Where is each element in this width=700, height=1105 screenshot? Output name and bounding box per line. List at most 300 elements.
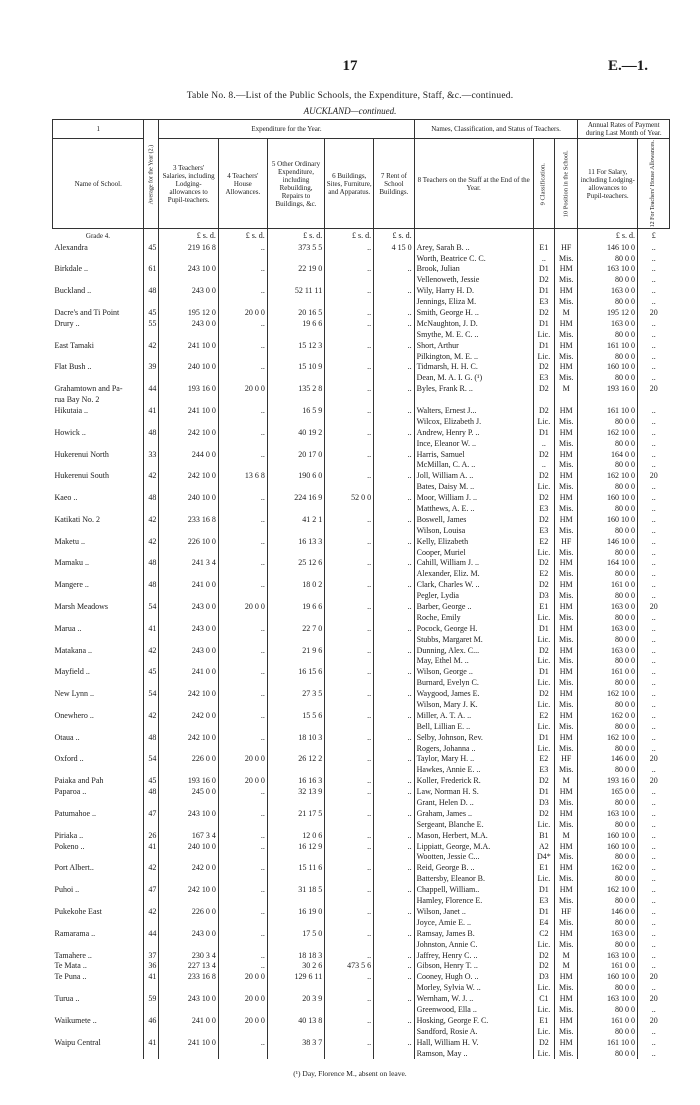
salaries-cell [159, 820, 219, 831]
position-cell: Mis. [555, 613, 578, 624]
school-name-cell [53, 569, 144, 580]
position-cell: M [555, 776, 578, 787]
salary-rate-cell: 162 0 0 [578, 711, 638, 722]
house-allowance-cell: .. [218, 536, 267, 547]
house-allowance-cell: .. [218, 286, 267, 297]
classification-cell: B1 [533, 830, 554, 841]
salaries-cell [159, 656, 219, 667]
salary-rate-cell: 146 0 0 [578, 754, 638, 765]
house-allowance-cell: .. [218, 624, 267, 635]
position-cell: HM [555, 471, 578, 482]
salaries-cell: 245 0 0 [159, 787, 219, 798]
other-expenditure-cell: 19 6 6 [267, 319, 324, 330]
salary-rate-cell: 80 0 0 [578, 983, 638, 994]
buildings-expenditure-cell: .. [325, 994, 374, 1005]
classification-cell: D2 [533, 493, 554, 504]
house-rate-cell: .. [637, 264, 669, 275]
table-row [53, 264, 670, 275]
salary-rate-cell: 80 0 0 [578, 820, 638, 831]
buildings-expenditure-cell [325, 504, 374, 515]
buildings-expenditure-cell: .. [325, 580, 374, 591]
classification-cell: D3 [533, 591, 554, 602]
classification-cell: Lic. [533, 1005, 554, 1016]
house-allowance-cell [218, 700, 267, 711]
classification-cell: D2 [533, 471, 554, 482]
house-allowance-cell [218, 373, 267, 384]
buildings-expenditure-cell: .. [325, 362, 374, 373]
rent-cell: .. [374, 928, 414, 939]
table-row [53, 493, 670, 504]
position-cell: Mis. [555, 569, 578, 580]
other-expenditure-cell [267, 700, 324, 711]
header-rent: 7 Rent of School Buildings. [374, 139, 414, 229]
salary-rate-cell: 80 0 0 [578, 253, 638, 264]
teacher-name-cell: Wilson, Mary J. K. [414, 700, 533, 711]
salary-rate-cell: 146 10 0 [578, 242, 638, 253]
buildings-expenditure-cell [325, 330, 374, 341]
table-row [53, 547, 670, 558]
classification-cell: D2 [533, 362, 554, 373]
table-row [53, 449, 670, 460]
buildings-expenditure-cell: .. [325, 1037, 374, 1048]
table-row [53, 504, 670, 515]
table-row [53, 373, 670, 384]
house-allowance-cell: .. [218, 841, 267, 852]
teacher-name-cell: Clark, Charles W. .. [414, 580, 533, 591]
salary-rate-cell: 146 0 0 [578, 907, 638, 918]
classification-cell: D4* [533, 852, 554, 863]
other-expenditure-cell [267, 330, 324, 341]
average-attendance-cell [144, 983, 159, 994]
house-rate-cell: .. [637, 624, 669, 635]
salaries-cell: 240 10 0 [159, 362, 219, 373]
other-expenditure-cell [267, 482, 324, 493]
classification-cell: C1 [533, 994, 554, 1005]
teacher-name-cell: Stubbs, Margaret M. [414, 634, 533, 645]
house-rate-cell: 20 [637, 308, 669, 319]
average-attendance-cell: 42 [144, 645, 159, 656]
house-rate-cell: .. [637, 961, 669, 972]
school-name-cell [53, 297, 144, 308]
average-attendance-cell: 59 [144, 994, 159, 1005]
rent-cell [374, 765, 414, 776]
grade-teacher-cell [414, 229, 533, 243]
house-rate-cell: 20 [637, 471, 669, 482]
other-expenditure-cell: 25 12 6 [267, 558, 324, 569]
buildings-expenditure-cell: .. [325, 907, 374, 918]
position-cell: HM [555, 667, 578, 678]
salary-rate-cell: 80 0 0 [578, 438, 638, 449]
teacher-name-cell: Miller, A. T. A. .. [414, 711, 533, 722]
salaries-cell [159, 743, 219, 754]
position-cell: HM [555, 1016, 578, 1027]
average-attendance-cell: 61 [144, 264, 159, 275]
header-house-allowances: 4 Teachers' House Allowances. [218, 139, 267, 229]
position-cell: HF [555, 242, 578, 253]
school-name-cell: Puhoi .. [54, 885, 80, 895]
salaries-cell [159, 874, 219, 885]
classification-cell: D3 [533, 972, 554, 983]
rent-cell: .. [374, 754, 414, 765]
average-attendance-cell: 54 [144, 689, 159, 700]
school-name-cell: Mamaku .. [54, 558, 89, 568]
salary-rate-cell: 160 10 0 [578, 972, 638, 983]
house-rate-cell: .. [637, 896, 669, 907]
salary-rate-cell: 160 10 0 [578, 515, 638, 526]
other-expenditure-cell [267, 504, 324, 515]
table-row [53, 634, 670, 645]
school-name-cell: Marsh Meadows [54, 602, 109, 611]
house-allowance-cell [218, 820, 267, 831]
table-row [53, 536, 670, 547]
other-expenditure-cell [267, 743, 324, 754]
school-name-cell: Pokeno .. [54, 841, 85, 851]
teacher-name-cell: Matthews, A. E. .. [414, 504, 533, 515]
school-name-cell: Mangere .. [54, 580, 89, 590]
teacher-name-cell: Short, Arthur [414, 340, 533, 351]
house-rate-cell: .. [637, 830, 669, 841]
teacher-name-cell: Smith, George H. .. [414, 308, 533, 319]
school-name-cell: Howick .. [54, 427, 86, 437]
rent-cell: .. [374, 602, 414, 613]
schools-table [52, 119, 670, 1059]
buildings-expenditure-cell [325, 482, 374, 493]
teacher-name-cell: Pilkington, M. E. .. [414, 351, 533, 362]
position-cell: HM [555, 885, 578, 896]
average-attendance-cell [144, 722, 159, 733]
table-row [53, 384, 670, 395]
other-expenditure-cell [267, 820, 324, 831]
house-allowance-cell: .. [218, 340, 267, 351]
salary-rate-cell: 80 0 0 [578, 460, 638, 471]
other-expenditure-cell [267, 852, 324, 863]
position-cell: HM [555, 928, 578, 939]
table-row [53, 417, 670, 428]
salary-rate-cell: 162 10 0 [578, 732, 638, 743]
rent-cell [374, 547, 414, 558]
school-name-cell: Hukerenui North [54, 449, 109, 459]
rent-cell [374, 852, 414, 863]
other-expenditure-cell: 26 12 2 [267, 754, 324, 765]
average-attendance-cell: 48 [144, 732, 159, 743]
classification-cell: D2 [533, 689, 554, 700]
table-row [53, 428, 670, 439]
average-attendance-cell: 42 [144, 536, 159, 547]
buildings-expenditure-cell [325, 417, 374, 428]
school-name-cell: Paparoa .. [54, 787, 87, 797]
classification-cell: D2 [533, 809, 554, 820]
buildings-expenditure-cell [325, 526, 374, 537]
position-cell: Mis. [555, 820, 578, 831]
table-row [53, 471, 670, 482]
position-cell: HM [555, 994, 578, 1005]
average-attendance-cell: 42 [144, 711, 159, 722]
average-attendance-cell: 48 [144, 558, 159, 569]
school-name-cell: Te Puna .. [54, 972, 87, 982]
position-cell: Mis. [555, 743, 578, 754]
buildings-expenditure-cell: .. [325, 471, 374, 482]
house-rate-cell: 20 [637, 602, 669, 613]
average-attendance-cell [144, 526, 159, 537]
house-rate-cell: .. [637, 645, 669, 656]
table-row [53, 242, 670, 253]
house-allowance-cell: .. [218, 907, 267, 918]
page-code: E.—1. [607, 58, 648, 74]
salaries-cell: 226 0 0 [159, 754, 219, 765]
salaries-cell: 243 10 0 [159, 264, 219, 275]
buildings-expenditure-cell [325, 918, 374, 929]
school-name-cell [53, 591, 144, 602]
house-allowance-cell: .. [218, 689, 267, 700]
teacher-name-cell: Walters, Ernest J... [414, 406, 533, 417]
rent-cell [374, 330, 414, 341]
salary-rate-cell: 80 0 0 [578, 373, 638, 384]
school-name-cell [53, 765, 144, 776]
average-attendance-cell [144, 547, 159, 558]
house-allowance-cell: .. [218, 242, 267, 253]
teacher-name-cell: McNaughton, J. D. [414, 319, 533, 330]
rent-cell: .. [374, 711, 414, 722]
table-row [53, 526, 670, 537]
house-allowance-cell [218, 613, 267, 624]
teacher-name-cell: Barber, George .. [414, 602, 533, 613]
position-cell: HM [555, 624, 578, 635]
buildings-expenditure-cell: .. [325, 809, 374, 820]
school-name-cell [53, 330, 144, 341]
house-rate-cell: .. [637, 700, 669, 711]
rent-cell: .. [374, 319, 414, 330]
house-rate-cell: 20 [637, 994, 669, 1005]
rent-cell: .. [374, 732, 414, 743]
position-cell: Mis. [555, 798, 578, 809]
house-rate-cell: .. [637, 907, 669, 918]
house-rate-cell: 20 [637, 384, 669, 395]
salaries-cell: 242 10 0 [159, 428, 219, 439]
buildings-expenditure-cell [325, 743, 374, 754]
rent-cell: .. [374, 776, 414, 787]
average-attendance-cell [144, 765, 159, 776]
house-rate-cell: .. [637, 939, 669, 950]
classification-cell: D2 [533, 275, 554, 286]
teacher-name-cell: Wilson, Janet .. [414, 907, 533, 918]
school-name-cell [53, 482, 144, 493]
classification-cell: D2 [533, 961, 554, 972]
table-row [53, 830, 670, 841]
table-row [53, 841, 670, 852]
classification-cell: D2 [533, 406, 554, 417]
classification-cell: Lic. [533, 820, 554, 831]
house-allowance-cell [218, 939, 267, 950]
salary-rate-cell: 80 0 0 [578, 765, 638, 776]
position-cell: HF [555, 536, 578, 547]
average-attendance-cell: 41 [144, 624, 159, 635]
position-cell: Mis. [555, 373, 578, 384]
average-attendance-cell [144, 613, 159, 624]
buildings-expenditure-cell: .. [325, 264, 374, 275]
buildings-expenditure-cell [325, 852, 374, 863]
salary-rate-cell: 165 0 0 [578, 787, 638, 798]
house-rate-cell: .. [637, 493, 669, 504]
position-cell: HM [555, 340, 578, 351]
table-row [53, 297, 670, 308]
salaries-cell: 241 10 0 [159, 340, 219, 351]
header-rate-salary: 11 For Salary, including Lodging-allowances to Pupil-teachers. [578, 139, 638, 229]
house-allowance-cell: 20 0 0 [218, 308, 267, 319]
house-rate-cell: .. [637, 417, 669, 428]
teacher-name-cell: Sergeant, Blanche E. [414, 820, 533, 831]
average-attendance-cell: 41 [144, 1037, 159, 1048]
header-col1-number: 1 [53, 120, 144, 139]
table-row [53, 787, 670, 798]
house-rate-cell: .. [637, 928, 669, 939]
other-expenditure-cell: 16 13 3 [267, 536, 324, 547]
salaries-cell [159, 275, 219, 286]
house-rate-cell: .. [637, 863, 669, 874]
average-attendance-cell [144, 634, 159, 645]
salary-rate-cell: 80 0 0 [578, 874, 638, 885]
salaries-cell: 241 10 0 [159, 1037, 219, 1048]
table-row [53, 286, 670, 297]
other-expenditure-cell [267, 526, 324, 537]
house-allowance-cell [218, 798, 267, 809]
other-expenditure-cell: 41 2 1 [267, 515, 324, 526]
classification-cell: Lic. [533, 1048, 554, 1059]
house-rate-cell: .. [637, 362, 669, 373]
salary-rate-cell: 163 10 0 [578, 950, 638, 961]
average-attendance-cell: 46 [144, 1016, 159, 1027]
school-name-cell: Kaeo .. [54, 493, 78, 503]
classification-cell: Lic. [533, 417, 554, 428]
table-row [53, 754, 670, 765]
salaries-cell: 242 10 0 [159, 471, 219, 482]
salaries-cell: 233 16 8 [159, 972, 219, 983]
classification-cell: D1 [533, 667, 554, 678]
house-rate-cell: .. [637, 330, 669, 341]
school-name-cell: Oxford .. [54, 754, 84, 764]
house-rate-cell: .. [637, 547, 669, 558]
rent-cell: .. [374, 384, 414, 395]
salaries-cell: 193 16 0 [159, 384, 219, 395]
rent-cell [374, 297, 414, 308]
salary-rate-cell: 160 10 0 [578, 830, 638, 841]
rent-cell: .. [374, 830, 414, 841]
position-cell: HM [555, 493, 578, 504]
house-allowance-cell: .. [218, 830, 267, 841]
lsd-header-house: £ s. d. [218, 229, 267, 243]
teacher-name-cell: Rogers, Johanna .. [414, 743, 533, 754]
salary-rate-cell: 163 0 0 [578, 645, 638, 656]
average-attendance-cell: 47 [144, 885, 159, 896]
classification-cell: Lic. [533, 330, 554, 341]
other-expenditure-cell [267, 417, 324, 428]
other-expenditure-cell [267, 939, 324, 950]
classification-cell: Lic. [533, 700, 554, 711]
teacher-name-cell: Cooney, Hugh O. .. [414, 972, 533, 983]
salary-rate-cell: 164 0 0 [578, 449, 638, 460]
school-name-cell: Tamahere .. [54, 950, 92, 960]
other-expenditure-cell: 19 6 6 [267, 602, 324, 613]
house-rate-cell: .. [637, 373, 669, 384]
table-row [53, 602, 670, 613]
buildings-expenditure-cell: .. [325, 406, 374, 417]
rent-cell: .. [374, 1037, 414, 1048]
teacher-name-cell: Wilson, George .. [414, 667, 533, 678]
salaries-cell [159, 896, 219, 907]
school-name-cell [53, 1048, 144, 1059]
teacher-name-cell: Waygood, James E. [414, 689, 533, 700]
average-attendance-cell [144, 918, 159, 929]
school-name-cell: Ramarama .. [54, 928, 96, 938]
school-name-cell: Waipu Central [54, 1037, 101, 1047]
other-expenditure-cell: 38 3 7 [267, 1037, 324, 1048]
rent-cell [374, 678, 414, 689]
house-rate-cell: .. [637, 798, 669, 809]
house-rate-cell: .. [637, 787, 669, 798]
classification-cell: E1 [533, 863, 554, 874]
rent-cell [374, 482, 414, 493]
rent-cell: .. [374, 515, 414, 526]
buildings-expenditure-cell: .. [325, 689, 374, 700]
school-name-cell [53, 678, 144, 689]
other-expenditure-cell: 16 15 6 [267, 667, 324, 678]
table-row [53, 1005, 670, 1016]
classification-cell [533, 395, 554, 406]
rent-cell [374, 395, 414, 406]
classification-cell: Lic. [533, 939, 554, 950]
house-allowance-cell [218, 678, 267, 689]
house-rate-cell: 20 [637, 972, 669, 983]
teacher-name-cell: Pocock, George H. [414, 624, 533, 635]
classification-cell: A2 [533, 841, 554, 852]
rent-cell: .. [374, 624, 414, 635]
header-average: Average for the Year (2.) [144, 120, 159, 229]
salary-rate-cell: 80 0 0 [578, 504, 638, 515]
school-name-cell: rua Bay No. 2 [54, 395, 100, 405]
classification-cell: D1 [533, 286, 554, 297]
school-name-cell: Turua .. [54, 994, 80, 1004]
classification-cell: E1 [533, 242, 554, 253]
house-rate-cell: .. [637, 536, 669, 547]
teacher-name-cell: Dunning, Alex. C... [414, 645, 533, 656]
position-cell: HM [555, 602, 578, 613]
teacher-name-cell: Jaffrey, Henry C. .. [414, 950, 533, 961]
buildings-expenditure-cell [325, 820, 374, 831]
teacher-name-cell: Joll, William A. .. [414, 471, 533, 482]
average-attendance-cell [144, 874, 159, 885]
house-rate-cell: .. [637, 743, 669, 754]
rent-cell: .. [374, 1016, 414, 1027]
buildings-expenditure-cell: .. [325, 536, 374, 547]
school-name-cell: Otaua .. [54, 732, 80, 742]
position-cell: Mis. [555, 438, 578, 449]
teacher-name-cell: Grant, Helen D. .. [414, 798, 533, 809]
average-attendance-cell [144, 656, 159, 667]
position-cell: Mis. [555, 852, 578, 863]
salary-rate-cell: 80 0 0 [578, 852, 638, 863]
position-cell: HM [555, 558, 578, 569]
other-expenditure-cell [267, 634, 324, 645]
rent-cell: .. [374, 286, 414, 297]
table-row [53, 406, 670, 417]
salaries-cell [159, 330, 219, 341]
buildings-expenditure-cell: .. [325, 340, 374, 351]
average-attendance-cell: 44 [144, 928, 159, 939]
other-expenditure-cell: 20 3 9 [267, 994, 324, 1005]
salaries-cell: 233 16 8 [159, 515, 219, 526]
salary-rate-cell: 161 10 0 [578, 1037, 638, 1048]
table-row [53, 351, 670, 362]
position-cell: HM [555, 645, 578, 656]
